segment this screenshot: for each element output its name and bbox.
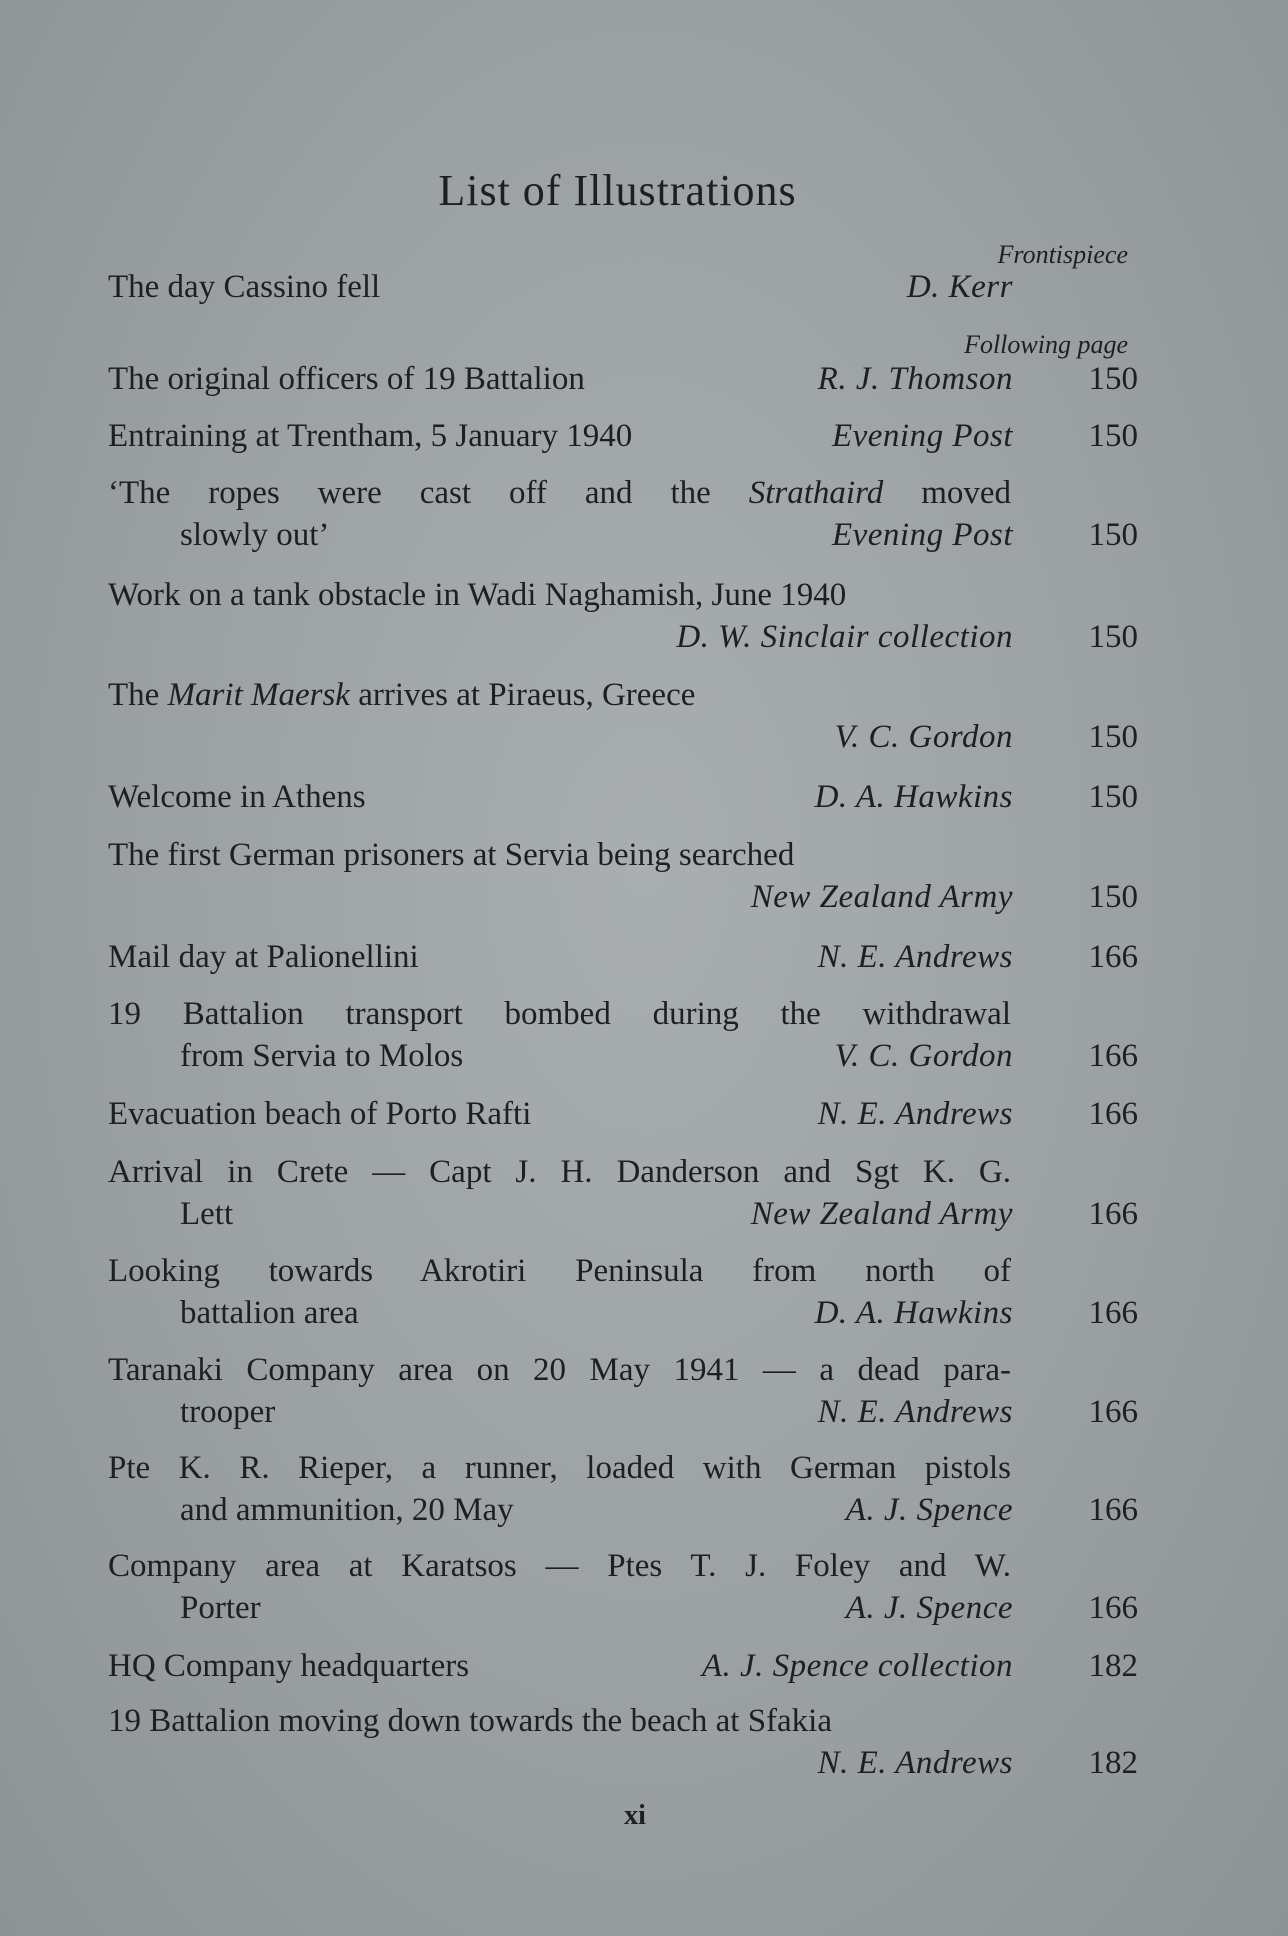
credit: New Zealand Army <box>750 1196 1013 1232</box>
caption <box>108 472 1011 514</box>
credit: A. J. Spence <box>845 1590 1013 1626</box>
caption: Company area at Karatsos — Ptes T. J. Foley and W. <box>108 1548 1011 1584</box>
page-number: 150 <box>1088 779 1138 815</box>
credit: R. J. Thomson <box>817 361 1013 397</box>
caption: Entraining at Trentham, 5 January 1940 <box>108 418 633 454</box>
caption: HQ Company headquarters <box>108 1648 470 1684</box>
page-number: 166 <box>1088 1096 1138 1132</box>
caption-continuation: from Servia to Molos <box>180 1038 464 1074</box>
list-item <box>108 1250 1138 1334</box>
page-number: 166 <box>1088 1196 1138 1232</box>
list-item <box>108 993 1138 1077</box>
credit: D. W. Sinclair collection <box>676 619 1013 655</box>
credit: V. C. Gordon <box>834 719 1013 755</box>
caption: Evacuation beach of Porto Rafti <box>108 1096 532 1132</box>
caption-text: ‘The ropes were cast off and the <box>108 475 711 511</box>
caption-continuation: trooper <box>180 1394 276 1430</box>
page-number: 166 <box>1088 1295 1138 1331</box>
caption: 19 Battalion moving down towards the beach at Sfakia <box>108 1703 833 1739</box>
caption: Work on a tank obstacle in Wadi Naghamish, June 1940 <box>108 577 847 613</box>
page-number: 182 <box>1088 1745 1138 1781</box>
caption: Taranaki Company area on 20 May 1941 — a dead para- <box>108 1352 1011 1388</box>
credit: A. J. Spence <box>845 1492 1013 1528</box>
caption: Welcome in Athens <box>108 779 366 815</box>
credit: N. E. Andrews <box>817 1394 1013 1430</box>
list-item <box>108 1645 1138 1687</box>
credit: New Zealand Army <box>750 879 1013 915</box>
page-number: 166 <box>1088 1038 1138 1074</box>
caption-text: arrives at Piraeus, Greece <box>358 677 696 713</box>
credit: N. E. Andrews <box>817 939 1013 975</box>
list-item <box>108 674 1138 758</box>
caption-text: The <box>108 677 160 713</box>
list-item <box>108 1151 1138 1235</box>
credit: D. Kerr <box>906 269 1013 305</box>
credit: V. C. Gordon <box>834 1038 1013 1074</box>
list-item <box>108 1545 1138 1629</box>
caption: Looking towards Akrotiri Peninsula from north of <box>108 1253 1011 1289</box>
list-item <box>108 1700 1138 1784</box>
list-item <box>108 1093 1138 1135</box>
page-folio: xi <box>624 1800 646 1831</box>
caption-continuation: slowly out’ <box>180 517 330 553</box>
caption-continuation: Lett <box>180 1196 234 1232</box>
credit: N. E. Andrews <box>817 1096 1013 1132</box>
caption-continuation: and ammunition, 20 May <box>180 1492 514 1528</box>
list-item <box>108 358 1138 400</box>
list-item <box>108 415 1138 457</box>
caption: The original officers of 19 Battalion <box>108 361 585 397</box>
page-number: 150 <box>1088 418 1138 454</box>
list-item <box>108 574 1138 658</box>
list-item <box>108 834 1138 918</box>
caption-continuation: Porter <box>180 1590 261 1626</box>
caption: 19 Battalion transport bombed during the withdrawal <box>108 996 1011 1032</box>
page-title: List of Illustrations <box>438 166 797 215</box>
credit: D. A. Hawkins <box>814 779 1013 815</box>
caption: Pte K. R. Rieper, a runner, loaded with German pistols <box>108 1450 1011 1486</box>
list-item <box>108 776 1138 818</box>
page-number: 166 <box>1088 1590 1138 1626</box>
following-page-label: Following page <box>964 330 1128 359</box>
credit: N. E. Andrews <box>817 1745 1013 1781</box>
ship-name: Marit Maersk <box>167 677 350 713</box>
credit: Evening Post <box>831 517 1013 553</box>
page-number: 166 <box>1088 939 1138 975</box>
frontispiece-label: Frontispiece <box>997 240 1128 269</box>
caption: The first German prisoners at Servia being searched <box>108 837 795 873</box>
ship-name: Strathaird <box>748 475 884 511</box>
caption: Arrival in Crete — Capt J. H. Danderson and Sgt K. G. <box>108 1154 1011 1190</box>
list-item <box>108 1349 1138 1433</box>
page-number: 166 <box>1088 1492 1138 1528</box>
page-number: 150 <box>1088 719 1138 755</box>
list-item <box>108 1447 1138 1531</box>
caption: The day Cassino fell <box>108 269 381 305</box>
page-number: 150 <box>1088 619 1138 655</box>
credit: D. A. Hawkins <box>814 1295 1013 1331</box>
page-number: 150 <box>1088 361 1138 397</box>
list-item <box>108 266 1138 308</box>
caption: Mail day at Palionellini <box>108 939 419 975</box>
page-number: 182 <box>1088 1648 1138 1684</box>
page-number: 166 <box>1088 1394 1138 1430</box>
page-number: 150 <box>1088 517 1138 553</box>
caption-continuation: battalion area <box>180 1295 359 1331</box>
caption <box>108 674 1138 716</box>
credit: A. J. Spence collection <box>701 1648 1013 1684</box>
caption-text: moved <box>921 475 1012 511</box>
page-number: 150 <box>1088 879 1138 915</box>
list-item <box>108 936 1138 978</box>
credit: Evening Post <box>831 418 1013 454</box>
list-item <box>108 472 1138 556</box>
